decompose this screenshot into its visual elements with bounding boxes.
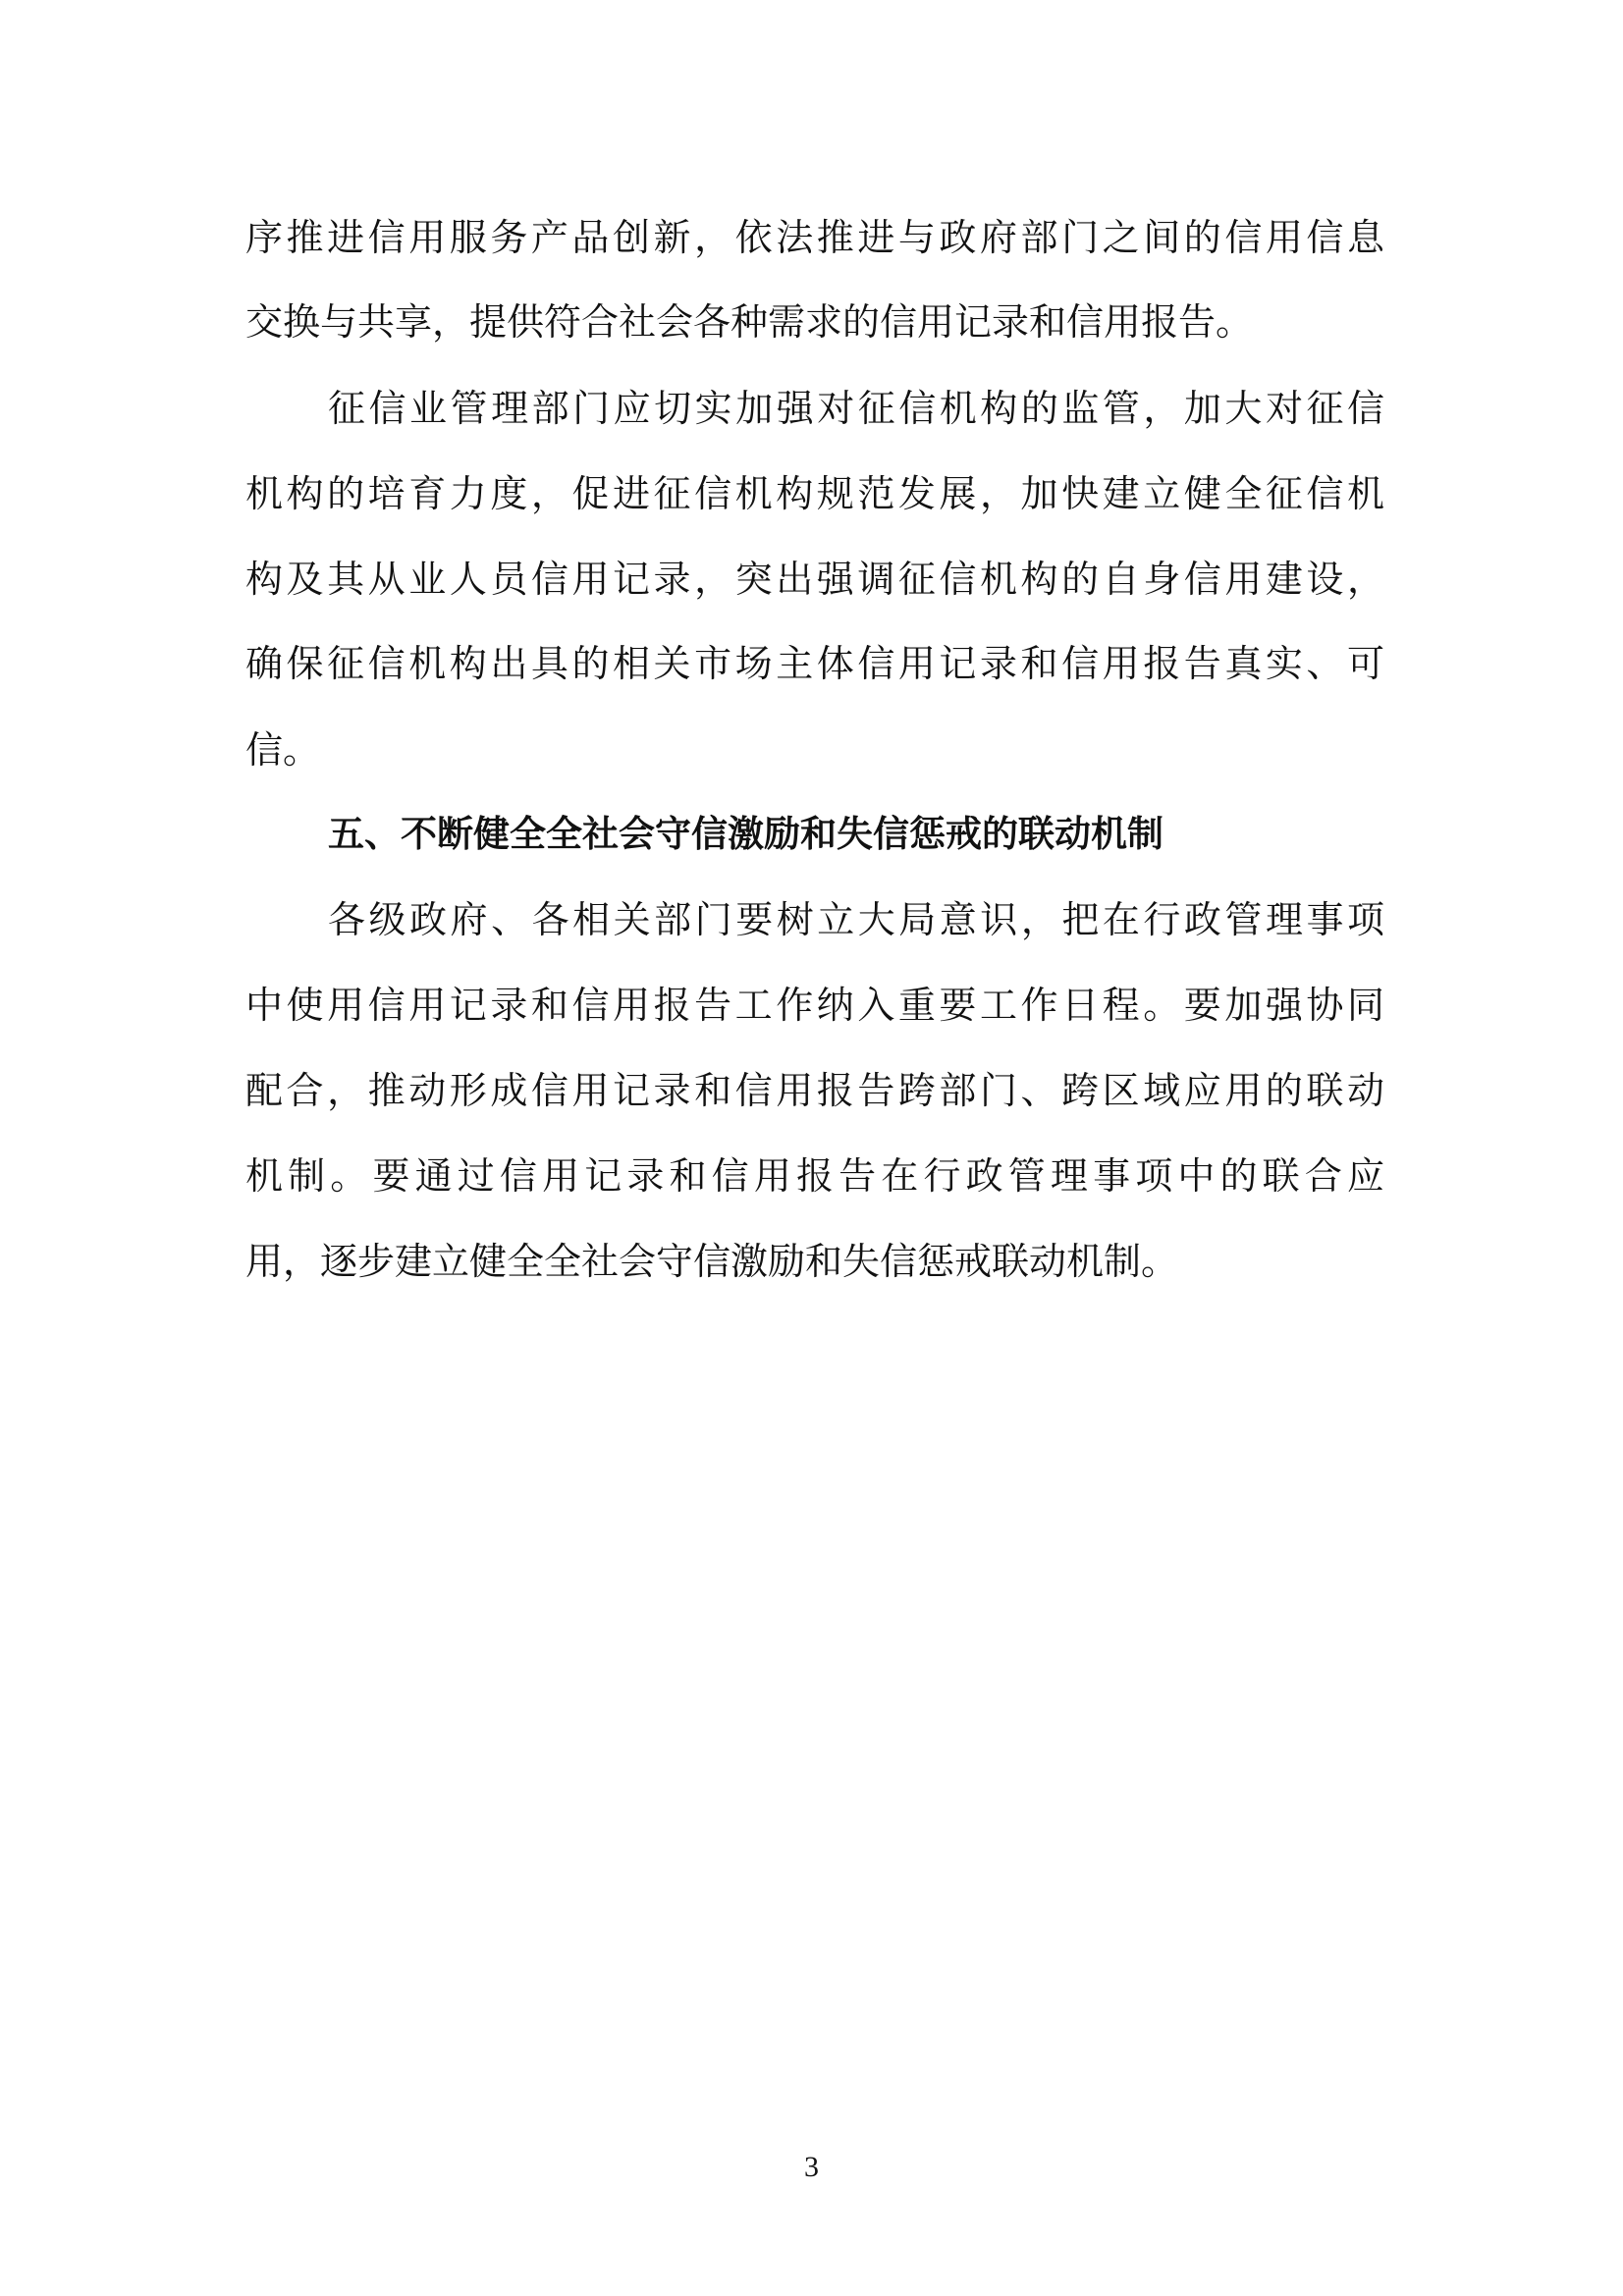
paragraph-3-line-4: 机制。要通过信用记录和信用报告在行政管理事项中的联合应 xyxy=(245,1154,1384,1198)
paragraph-3-line-2: 中使用信用记录和信用报告工作纳入重要工作日程。要加强协同 xyxy=(245,984,1384,1027)
paragraph-2-line-5: 信。 xyxy=(245,728,321,772)
paragraph-3-line-5: 用，逐步建立健全全社会守信激励和失信惩戒联动机制。 xyxy=(245,1240,1179,1283)
paragraph-3-line-3: 配合，推动形成信用记录和信用报告跨部门、跨区域应用的联动 xyxy=(245,1069,1384,1112)
paragraph-2-line-3: 构及其从业人员信用记录，突出强调征信机构的自身信用建设， xyxy=(245,558,1384,601)
paragraph-2-line-2: 机构的培育力度，促进征信机构规范发展，加快建立健全征信机 xyxy=(245,472,1384,515)
paragraph-2-line-4: 确保征信机构出具的相关市场主体信用记录和信用报告真实、可 xyxy=(245,642,1384,685)
paragraph-1-line-2: 交换与共享，提供符合社会各种需求的信用记录和信用报告。 xyxy=(245,300,1254,344)
section-heading: 五、不断健全全社会守信激励和失信惩戒的联动机制 xyxy=(328,813,1163,855)
paragraph-2-line-1: 征信业管理部门应切实加强对征信机构的监管，加大对征信 xyxy=(328,387,1384,430)
paragraph-3-line-1: 各级政府、各相关部门要树立大局意识，把在行政管理事项 xyxy=(328,898,1384,941)
paragraph-1-line-1: 序推进信用服务产品创新，依法推进与政府部门之间的信用信息 xyxy=(245,216,1384,259)
page-number: 3 xyxy=(804,2151,819,2183)
